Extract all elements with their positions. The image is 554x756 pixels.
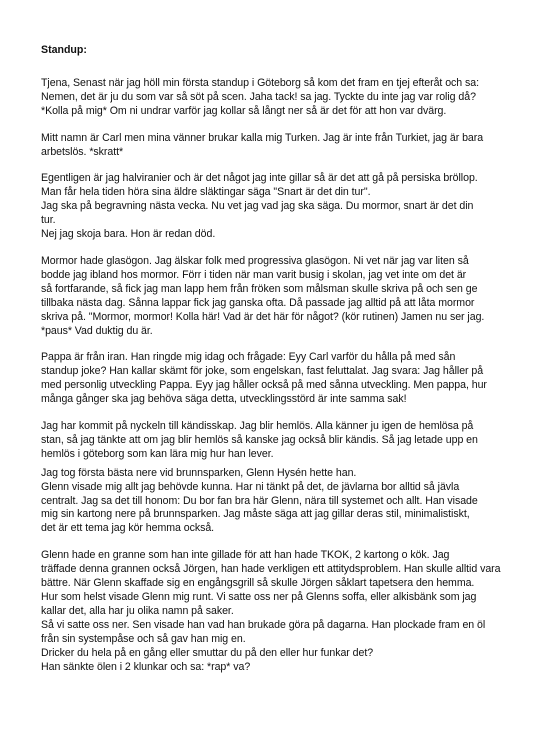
text-line: Jag tog första bästa nere vid brunnsparken, Glenn Hysén hette han. — [41, 466, 357, 479]
document-title: Standup: — [41, 44, 87, 56]
text-line: så fortfarande, så fick jag man lapp hem från fröken som målsman skulle skriva på och sen ge — [41, 282, 478, 295]
text-line: Hur som helst visade Glenn mig runt. Vi satte oss ner på Glenns soffa, eller alkisbänk som jag — [41, 591, 477, 603]
paragraph — [41, 549, 523, 674]
paragraph — [41, 172, 523, 242]
paragraph — [41, 351, 523, 407]
text-line: standup joke? Han kallar skämt för joke, som engelskan, fast feluttalat. Jag svara: Jag håller på — [41, 365, 484, 378]
text-line: Man får hela tiden höra sina äldre släktingar säga "Snart är det din tur". — [41, 186, 371, 199]
text-line: mig sin kartong nere på brunnsparken. Jag måste säga att jag gillar deras stil, minimalistiskt, — [41, 508, 470, 521]
text-line: stan, så jag tänkte att om jag blir hemlös så kanske jag också blir kändis. Så jag letade upp en — [41, 433, 478, 446]
document-page — [41, 44, 523, 674]
text-line: Han sänkte ölen i 2 klunkar och sa: *rap* va? — [41, 660, 251, 673]
text-line: Tjena, Senast när jag höll min första standup i Göteborg så kom det fram en tjej efteråt och sa: — [41, 76, 480, 89]
text-line: träffade denna grannen också Jörgen, han hade verkligen ett attitydsproblem. Han skulle alltid vara — [41, 563, 501, 576]
text-line: Pappa är från iran. Han ringde mig idag och frågade: Eyy Carl varför du hålla på med sån — [41, 351, 456, 364]
text-line: tur. — [41, 214, 56, 227]
paragraph — [41, 255, 523, 338]
text-line: tillbaka nästa dag. Sånna lappar fick jag ganska ofta. Då passade jag alltid på att låta mormor — [41, 296, 475, 309]
text-line: från sin systempåse och så gav han mig en. — [41, 632, 246, 645]
text-line: centralt. Jag sa det till honom: Du bor fan bra här Glenn, nära till systemet och allt. Han visade — [41, 494, 478, 507]
text-line: skriva på. "Mormor, mormor! Kolla här! Vad är det här för något? (kör rutinen) Jamen nu ser jag. — [41, 310, 485, 323]
text-line: Jag har kommit på nyckeln till kändisskap. Jag blir hemlös. Alla känner ju igen de hemlösa på — [41, 420, 474, 433]
text-line: Så vi satte oss ner. Sen visade han vad han brukade göra på dagarna. Han plockade fram en öl — [41, 618, 486, 631]
paragraph — [41, 420, 523, 462]
text-line: kallar det, alla har ju olika namn på saker. — [41, 604, 234, 617]
text-line: *Kolla på mig* Om ni undrar varför jag kollar så långt ner så är det för att hon var dvärg. — [41, 104, 447, 117]
paragraph — [41, 77, 523, 119]
text-line: Nej jag skoja bara. Hon är redan död. — [41, 228, 216, 241]
text-line: Dricker du hela på en gång eller smuttar du på den eller hur funkar det? — [41, 646, 374, 659]
paragraph — [41, 467, 523, 537]
text-line: Jag ska på begravning nästa vecka. Nu vet jag vad jag ska säga. Du mormor, snart är det din — [41, 200, 474, 213]
text-line: det är ett tema jag kör hemma också. — [41, 522, 215, 535]
text-line: Nemen, det är ju du som var så söt på scen. Jaha tack! sa jag. Tyckte du inte jag var rolig då? — [41, 90, 476, 103]
text-line: bodde jag ibland hos mormor. Förr i tiden när man varit busig i skolan, jag vet inte om det är — [41, 268, 467, 281]
text-line: många gånger ska jag behöva säga detta, utvecklingsstörd är inte samma sak! — [41, 393, 407, 406]
text-line: Mitt namn är Carl men mina vänner brukar kalla mig Turken. Jag är inte från Turkiet, jag är bara — [41, 131, 484, 144]
text-line: Glenn hade en granne som han inte gillade för att han hade TKOK, 2 kartong o kök. Jag — [41, 549, 450, 562]
text-line: Glenn visade mig allt jag behövde kunna. Har ni tänkt på det, de jävlarna bor alltid så jävla — [41, 480, 460, 493]
paragraph — [41, 132, 523, 160]
text-line: Mormor hade glasögon. Jag älskar folk med progressiva glasögon. Ni vet när jag var liten så — [41, 254, 469, 267]
text-line: hemlös i göteborg som kan lära mig hur han lever. — [41, 447, 274, 460]
text-line: med personlig utveckling Pappa. Eyy jag håller också på med sånna utveckling. Men pappa, hur — [41, 379, 487, 392]
text-line: bättre. När Glenn skaffade sig en engångsgrill så skulle Jörgen såklart tapetsera den hemma. — [41, 577, 475, 590]
text-line: arbetslös. *skratt* — [41, 145, 124, 158]
text-line: *paus* Vad duktig du är. — [41, 324, 153, 337]
document-body — [41, 77, 523, 675]
text-line: Egentligen är jag halviranier och är det något jag inte gillar så är det att gå på persiska bröllop. — [41, 172, 478, 185]
